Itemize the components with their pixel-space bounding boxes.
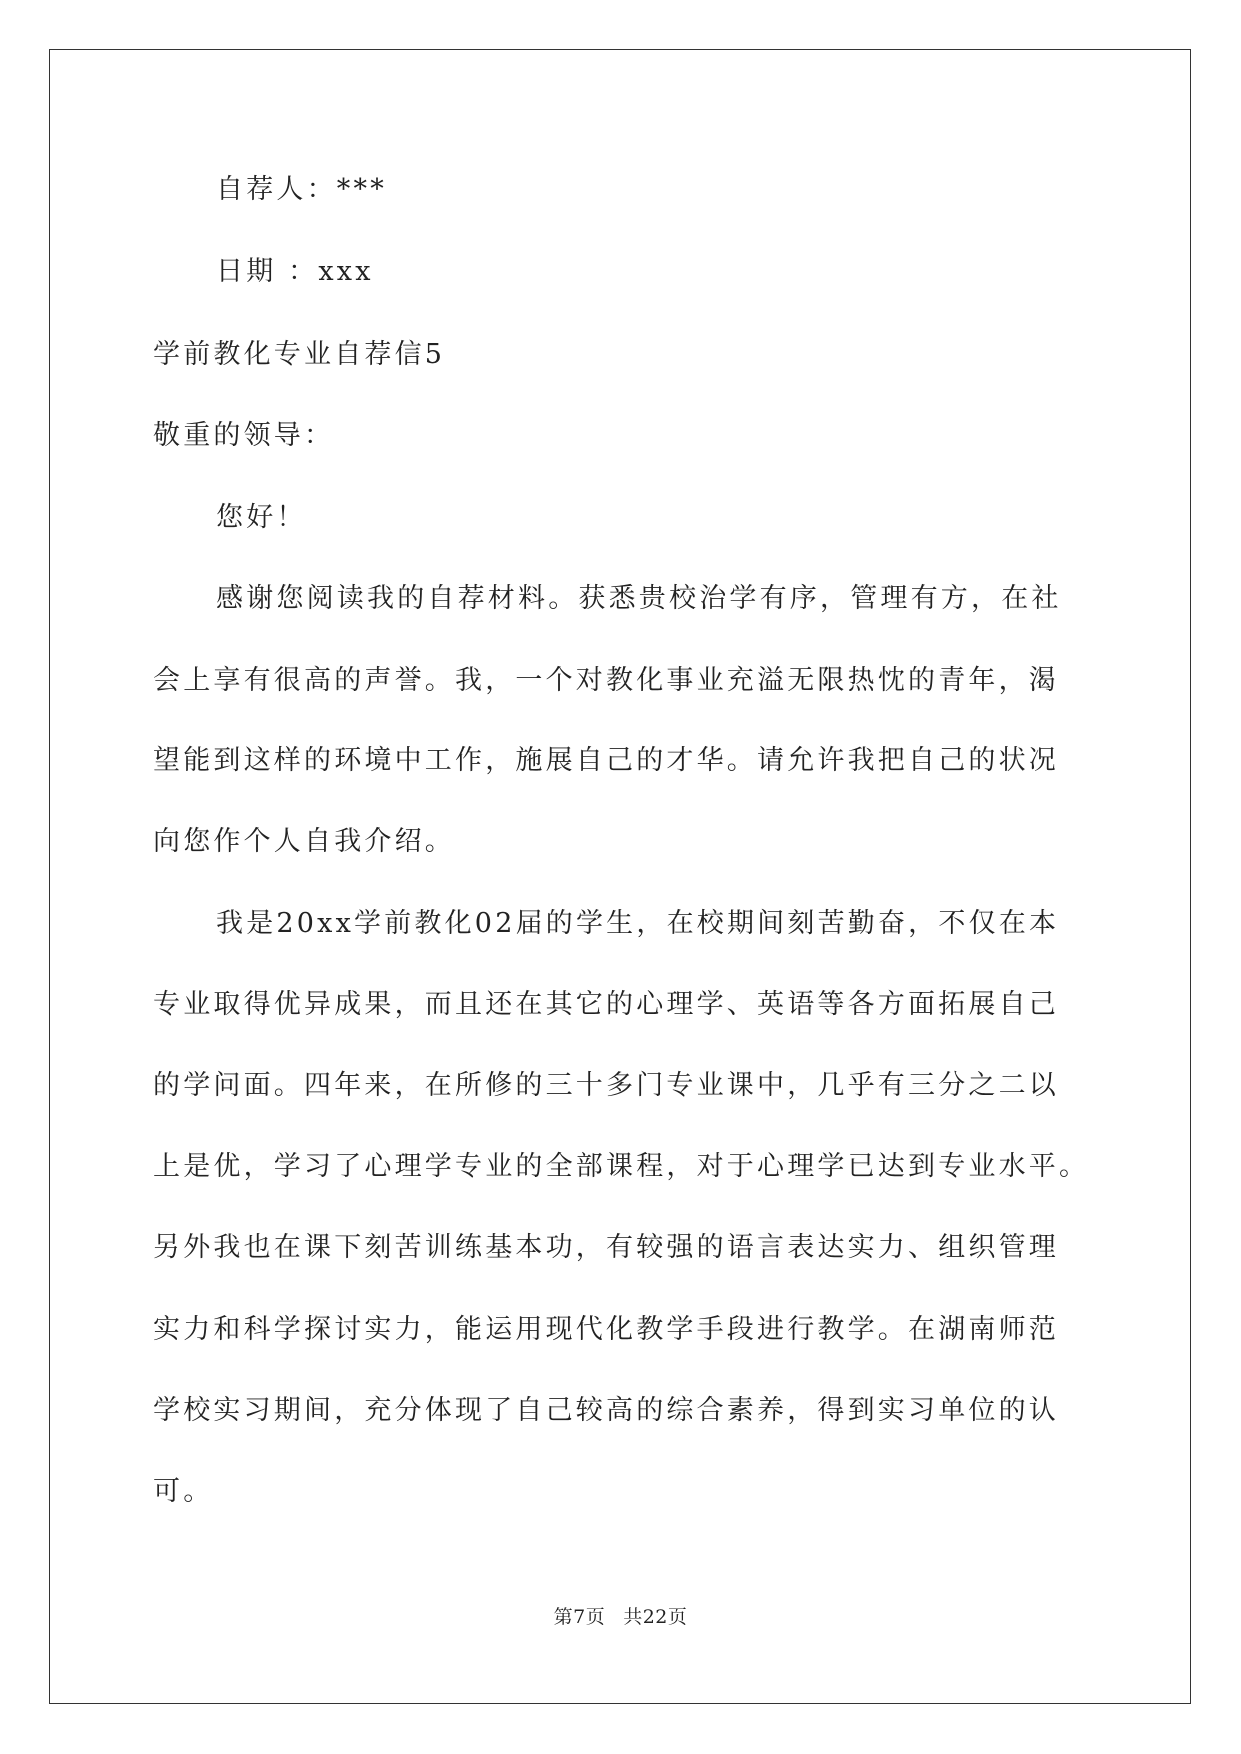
paragraph-2-line: 专业取得优异成果，而且还在其它的心理学、英语等各方面拓展自己 xyxy=(153,989,1059,1020)
paragraph-1-line: 向您作个人自我介绍。 xyxy=(153,826,455,857)
paragraph-2-line: 学校实习期间，充分体现了自己较高的综合素养，得到实习单位的认 xyxy=(153,1395,1059,1426)
page-border xyxy=(49,49,1191,1704)
paragraph-1-line: 会上享有很高的声誉。我，一个对教化事业充溢无限热忱的青年，渴 xyxy=(153,665,1059,696)
paragraph-2-line: 我是20xx学前教化02届的学生，在校期间刻苦勤奋，不仅在本 xyxy=(216,908,1060,939)
greeting: 您好！ xyxy=(216,502,307,533)
letter-title: 学前教化专业自荐信5 xyxy=(153,339,446,370)
paragraph-2-line: 实力和科学探讨实力，能运用现代化教学手段进行教学。在湖南师范 xyxy=(153,1314,1059,1345)
paragraph-1-line: 望能到这样的环境中工作，施展自己的才华。请允许我把自己的状况 xyxy=(153,745,1059,776)
page-number: 第7页 xyxy=(553,1606,606,1628)
page-footer xyxy=(0,1604,1241,1630)
page-total: 共22页 xyxy=(623,1606,688,1628)
salutation: 敬重的领导： xyxy=(153,420,335,451)
paragraph-2-line: 另外我也在课下刻苦训练基本功，有较强的语言表达实力、组织管理 xyxy=(153,1232,1059,1263)
paragraph-1-line: 感谢您阅读我的自荐材料。获悉贵校治学有序，管理有方，在社 xyxy=(216,583,1062,614)
paragraph-2-line: 的学问面。四年来，在所修的三十多门专业课中，几乎有三分之二以 xyxy=(153,1070,1059,1101)
paragraph-2-line: 上是优，学习了心理学专业的全部课程，对于心理学已达到专业水平。 xyxy=(153,1151,1090,1182)
recommender-line: 自荐人：*** xyxy=(216,174,387,205)
paragraph-2-line: 可。 xyxy=(153,1476,214,1507)
date-line: 日期 ：xxx xyxy=(216,256,374,287)
